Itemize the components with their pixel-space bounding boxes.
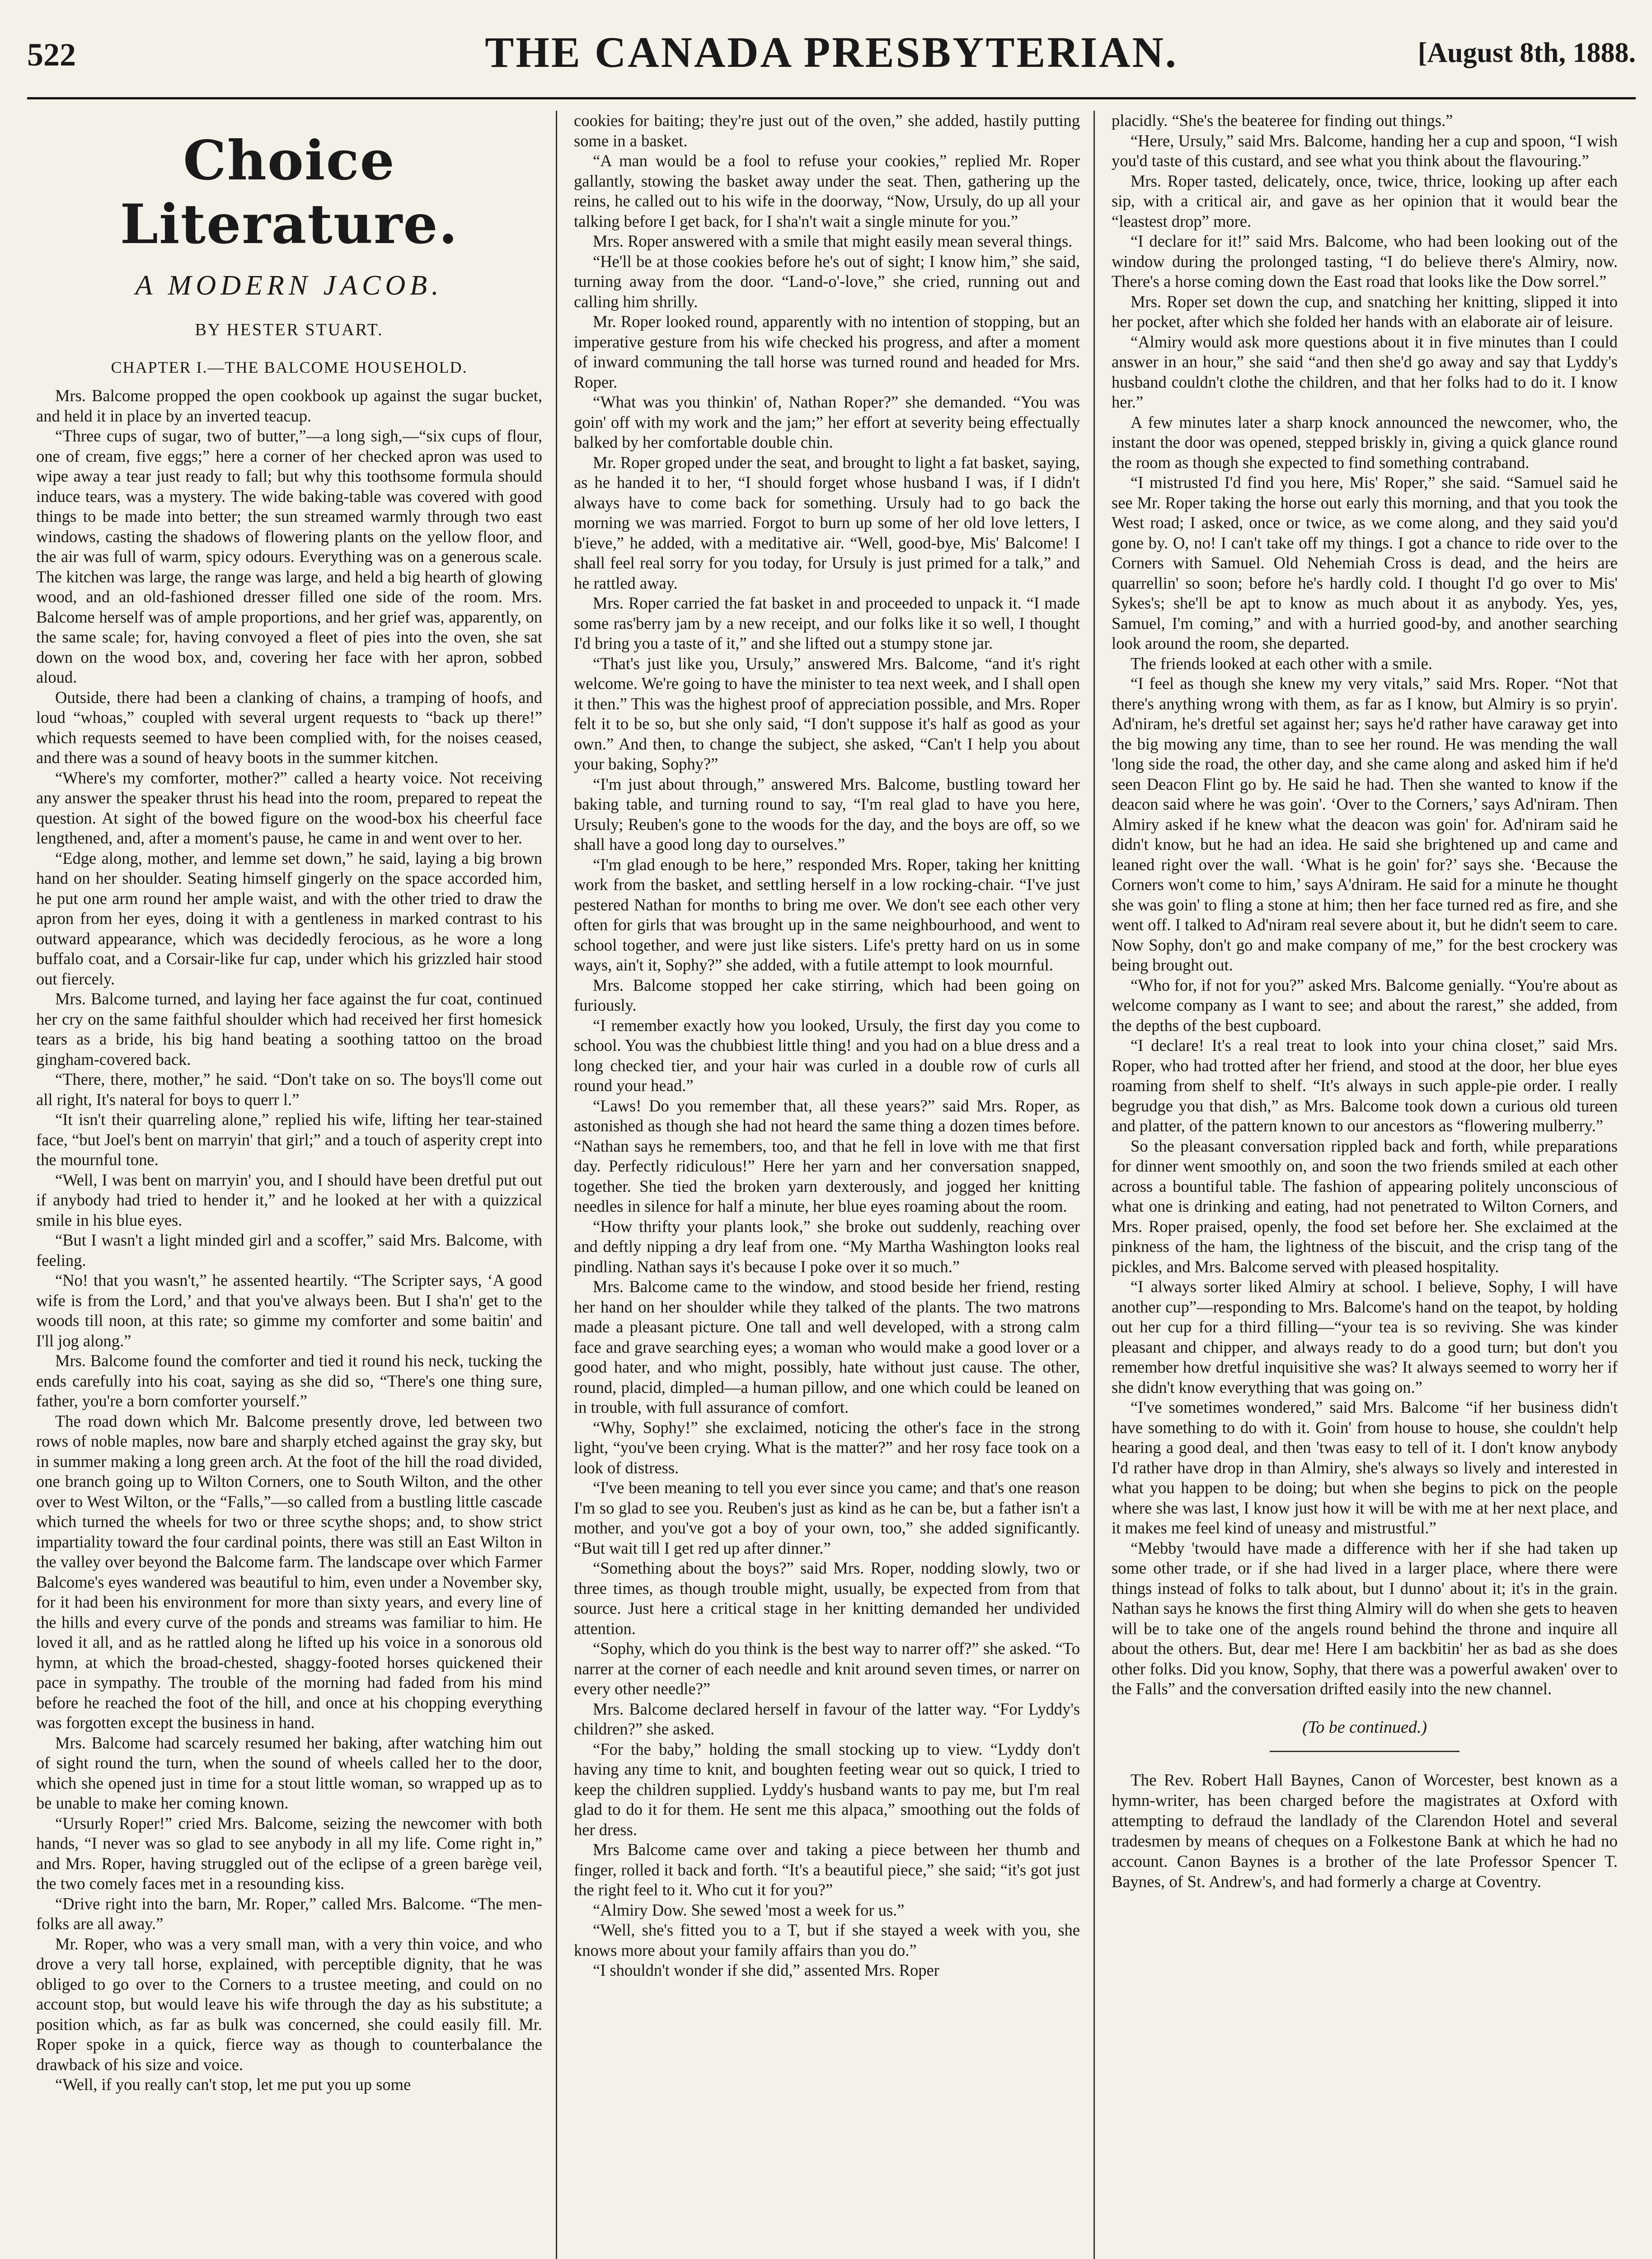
story-paragraph: “I feel as though she knew my very vitals,” said Mrs. Roper. “Not that there's anything wrong with them, as far as I know, but Almiry is so pryin'. Ad'niram, he's dretful set against her; says he'd rather have caraway get into the big mowing any time, than to see her round. He was mending the wall 'long side the road, the other day, and she came along and asked him if he'd seen Deacon Flint go by. He said he had. Then she wanted to know if the deacon said where he was goin'. ‘Over to the Corners,’ says Ad'niram. Then Almiry asked if he knew what the deacon was goin' for. Ad'niram said he didn't know, but he had an idea. He said she brightened up and came and leaned right over the wall. ‘What is he goin' for?’ says she. ‘Because the Corners won't come to him,’ says A'dniram. He said for a minute he thought she was goin' to fling a stone at him; then her face turned red as fire, and she went off. I talked to Ad'niram real severe about it, but he didn't seem to care. Now Sophy, don't go and make company of me,” for the best crockery was being brought out. xyxy=(1112,674,1618,974)
story-paragraph: “What was you thinkin' of, Nathan Roper?” she demanded. “You was goin' off with my work and the jam;” her effort at severity being effectually balked by her comfortable double chin. xyxy=(574,393,1080,451)
story-paragraph: “It isn't their quarreling alone,” replied his wife, lifting her tear-stained face, “but Joel's bent on marryin' that girl;” and a touch of asperity crept into the mournful tone. xyxy=(36,1110,542,1169)
column-divider xyxy=(1094,111,1095,2259)
story-paragraph: “I'm glad enough to be here,” responded Mrs. Roper, taking her knitting work from the basket, and settling herself in a low rocking-chair. “I've just pestered Nathan for months to bring me over. We don't see each other very often for girls that was brought up in the same neighbourhood, and went to school together, and were just like sisters. Life's pretty hard on us in some ways, ain't it, Sophy?” she added, with a futile attempt to look mournful. xyxy=(574,855,1080,974)
story-paragraph: “I've been meaning to tell you ever since you came; and that's one reason I'm so glad to see you. Reuben's just as kind as he can be, but a father isn't a mother, and you've got a boy of your own, too,” she added significantly. “But wait till I get red up after dinner.” xyxy=(574,1478,1080,1557)
story-paragraph: “Where's my comforter, mother?” called a hearty voice. Not receiving any answer the speaker thrust his head into the room, prepared to repeat the question. At sight of the bowed figure on the wood-box his cheerful face lengthened, and, after a moment's pause, he came in and went over to her. xyxy=(36,768,542,847)
story-paragraph: Mrs. Roper answered with a smile that might easily mean several things. xyxy=(593,232,1073,250)
story-paragraph: Mr. Roper looked round, apparently with no intention of stopping, but an imperative gesture from his wife checked his progress, and after a moment of inward communing the tall horse was turned round and headed for Mrs. Roper. xyxy=(574,312,1080,391)
story-paragraph: cookies for baiting; they're just out of the oven,” she added, hastily putting some in a basket. xyxy=(574,111,1080,150)
story-paragraph: “Edge along, mother, and lemme set down,” he said, laying a big brown hand on her shoulder. Seating himself gingerly on the space accorded him, he put one arm round her ample waist, and with the other tried to draw the apron from her eyes, doing it with a gentleness in marked contrast to his outward appearance, which was decidedly ferocious, as he wore a long buffalo coat, and a Corsair-like fur cap, under which his grizzled hair stood out fiercely. xyxy=(36,848,542,988)
story-paragraph: Mr. Roper groped under the seat, and brought to light a fat basket, saying, as he handed it to her, “I should forget whose husband I was, if I didn't always have to come back for something. Ursuly had to go back the morning we was married. Forgot to burn up some of her old love letters, I b'ieve,” he added, with a meditative air. “Well, good-bye, Mis' Balcome! I shall feel real sorry for you today, for Ursuly is just primed for a talk,” and he rattled away. xyxy=(574,453,1080,592)
masthead xyxy=(27,27,1636,86)
story-paragraph: “I'm just about through,” answered Mrs. Balcome, bustling toward her baking table, and turning round to say, “I'm real glad to have you here, Ursuly; Reuben's gone to the woods for the day, and the boys are off, so we shall have a good long day to ourselves.” xyxy=(574,774,1080,853)
story-paragraph: “He'll be at those cookies before he's out of sight; I know him,” she said, turning away from the door. “Land-o'-love,” she cried, running out and calling him shrilly. xyxy=(574,252,1080,311)
story-paragraph: “Well, I was bent on marryin' you, and I should have been dretful put out if anybody had tried to hender it,” and he looked at her with a quizzical smile in his blue eyes. xyxy=(36,1170,542,1229)
story-paragraph: “Who for, if not for you?” asked Mrs. Balcome genially. “You're about as welcome company as I want to see; and about the rarest,” she added, from the depths of the best cupboard. xyxy=(1112,975,1618,1035)
story-paragraph: Mrs. Roper set down the cup, and snatching her knitting, slipped it into her pocket, after which she folded her hands with an elaborate air of leisure. xyxy=(1112,292,1618,331)
column-1-body xyxy=(36,386,542,2095)
story-paragraph: “Almiry Dow. She sewed 'most a week for us.” xyxy=(593,1900,905,1919)
story-paragraph: placidly. “She's the beateree for finding out things.” xyxy=(1112,111,1453,130)
story-paragraph: A few minutes later a sharp knock announced the newcomer, who, the instant the door was opened, stepped briskly in, giving a quick glance round the room as though she expected to find something contraband. xyxy=(1112,412,1618,472)
story-paragraph: “I declare! It's a real treat to look into your china closet,” said Mrs. Roper, who had trotted after her friend, and stood at the door, her blue eyes roaming from shelf to shelf. “It's always in such apple-pie order. I really begrudge you that dish,” as Mrs. Balcome took down a curious old tureen and platter, of the pattern known to our ancestors as “flowering mulberry.” xyxy=(1112,1036,1618,1135)
story-paragraph: “How thrifty your plants look,” she broke out suddenly, reaching over and deftly nipping a dry leaf from one. “My Martha Washington looks real pindling. Nathan says it's because I poke over it so much.” xyxy=(574,1217,1080,1276)
story-paragraph: “I mistrusted I'd find you here, Mis' Roper,” she said. “Samuel said he see Mr. Roper taking the horse out early this morning, and that you took the West road; I asked, once or twice, as we come along, and they said you'd gone by. O, no! I can't take off my things. I got a chance to ride over to the Corners with Samuel. Old Nehemiah Cross is dead, and the heirs are quarrellin' so soon; before he's hardly cold. I thought I'd go over to Mis' Sykes's; she'll be apt to know as much about it as anybody. Yes, yes, Samuel, I'm coming,” and with a hurried good-by, and another searching look around the room, she departed. xyxy=(1112,473,1618,652)
issue-date: [August 8th, 1888. xyxy=(1417,37,1636,68)
story-paragraph: Mrs. Roper tasted, delicately, once, twice, thrice, looking up after each sip, with a critical air, and gave as her opinion that it would bear the “leastest drop” more. xyxy=(1112,171,1618,230)
story-paragraph: Outside, there had been a clanking of chains, a tramping of hoofs, and loud “whoas,” coupled with several urgent requests to “back up there!” which requests seemed to have been complied with, for the noises ceased, and there was a sound of heavy boots in the summer kitchen. xyxy=(36,688,542,767)
story-paragraph: Mrs. Balcome came to the window, and stood beside her friend, resting her hand on her shoulder while they talked of the plants. The two matrons made a pleasant picture. One tall and well developed, with a strong calm face and grave searching eyes; a woman who would make a good lover or a good hater, and who might, possibly, hate without just cause. The other, round, placid, dimpled—a human pillow, and one which could be leaned on in trouble, with full assurance of comfort. xyxy=(574,1277,1080,1416)
page-number: 522 xyxy=(27,37,76,73)
story-paragraph: “I've sometimes wondered,” said Mrs. Balcome “if her business didn't have something to do with it. Goin' from house to house, she couldn't help hearing a good deal, and then 'twas easy to tell of it. I don't know anybody I'd rather have drop in than Almiry, she's always so lively and interested in what you happen to be doing; but when she begins to pick on the people where she was last, I know just how it will be with me at her next place, and it makes me feel kind of uneasy and mistrustful.” xyxy=(1112,1398,1618,1537)
story-byline: BY HESTER STUART. xyxy=(195,320,384,339)
story-paragraph: The friends looked at each other with a smile. xyxy=(1131,654,1432,673)
story-paragraph: “But I wasn't a light minded girl and a scoffer,” said Mrs. Balcome, with feeling. xyxy=(36,1231,542,1270)
column-2-body xyxy=(574,111,1080,1981)
story-paragraph: “I shouldn't wonder if she did,” assented Mrs. Roper xyxy=(593,1961,939,1979)
story-paragraph: “I always sorter liked Almiry at school. I believe, Sophy, I will have another cup”—responding to Mrs. Balcome's hand on the teapot, by holding out her cup for a third filling—“your tea is so reviving. She was kinder pleasant and chipper, and always ready to do a good turn; but don't you remember how dretful inquisitive she was? It always seemed to worry her if she didn't know everything that was going on.” xyxy=(1112,1277,1618,1397)
column-2 xyxy=(574,111,1080,2259)
story-paragraph: “Something about the boys?” said Mrs. Roper, nodding slowly, two or three times, as though trouble might, usually, be expected from from that source. Just here a critical stage in her knitting demanded her undivided attention. xyxy=(574,1559,1080,1638)
story-paragraph: Mrs Balcome came over and taking a piece between her thumb and finger, rolled it back and forth. “It's a beautiful piece,” she said; “it's got just the right feel to it. Who cut it for you?” xyxy=(574,1840,1080,1899)
story-paragraph: “Three cups of sugar, two of butter,”—a long sigh,—“six cups of flour, one of cream, five eggs;” here a corner of her checked apron was used to wipe away a tear just ready to fall; but why this toothsome formula should induce tears, was a mystery. The wide baking-table was covered with good things to be made into better; the sun streamed warmly through two east windows, casting the shadows of flowering plants on the yellow floor, and the air was full of warm, spicy odours. Everything was on a generous scale. The kitchen was large, the range was large, and held a big hearth of glowing wood, and an old-fashioned dresser filled one side of the room. Mrs. Balcome herself was of ample proportions, and her grief was, apparently, on the same scale; for, having convoyed a fleet of pies into the oven, she sat down on the wood box, and, covering her face with her apron, sobbed aloud. xyxy=(36,426,542,686)
story-paragraph: Mrs. Balcome declared herself in favour of the latter way. “For Lyddy's children?” she asked. xyxy=(574,1699,1080,1738)
story-paragraph: “Mebby 'twould have made a difference with her if she had taken up some other trade, or if she had lived in a larger place, where there were things instead of folks to talk about, but I dunno' about it; it's in the grain. Nathan says he knows the first thing Almiry will do when she gets to heaven will be to take one of the angels round behind the throne and inquire all about the others. But, dear me! Here I am backbitin' her as bad as she does other folks. Did you know, Sophy, that there was a powerful awaken' over to the Falls” and the conversation drifted easily into the new channel. xyxy=(1112,1538,1618,1698)
story-title: A MODERN JACOB. xyxy=(135,270,443,301)
story-paragraph: “Drive right into the barn, Mr. Roper,” called Mrs. Balcome. “The men-folks are all away.” xyxy=(36,1894,542,1933)
story-paragraph: The road down which Mr. Balcome presently drove, led between two rows of noble maples, now bare and sharply etched against the gray sky, but in summer making a long green arch. At the foot of the hill the road divided, one branch going up to Wilton Corners, one to South Wilton, and the other over to West Wilton, or the “Falls,”—so called from a bustling little cascade which turned the wheels for two or three scythe shops; and, to show strict impartiality toward the four cardinal points, there was still an East Wilton in the valley over beyond the Balcome farm. The landscape over which Farmer Balcome's eyes wandered was beautiful to him, even under a November sky, for it had been his environment for more than sixty years, and every line of the hills and every curve of the ponds and streams was familiar to him. He loved it all, and as he rattled along he lifted up his voice in a sonorous old hymn, at which the broad-chested, shaggy-footed horses quickened their pace in sympathy. The trouble of the morning had faded from his mind before he reached the foot of the hill, and once at his chopping everything was forgotten except the business in hand. xyxy=(36,1411,542,1732)
story-paragraph: “Why, Sophy!” she exclaimed, noticing the other's face in the strong light, “you've been crying. What is the matter?” and her rosy face took on a look of distress. xyxy=(574,1418,1080,1477)
story-paragraph: “I remember exactly how you looked, Ursuly, the first day you come to school. You was the chubbiest little thing! and you had on a blue dress and a long checked tier, and your hair was curled in a double row of curls all round your head.” xyxy=(574,1016,1080,1095)
column-1 xyxy=(36,111,542,2259)
news-note: The Rev. Robert Hall Baynes, Canon of Worcester, best known as a hymn-writer, has been charged before the magistrates at Oxford with attempting to defraud the landlady of the Clarendon Hotel and several tradesmen by means of cheques on a Folkestone Bank at which he had no account. Canon Baynes is a brother of the late Professor Spencer T. Baynes, of St. Andrew's, and had formerly a charge at Coventry. xyxy=(1112,1771,1618,1891)
story-paragraph: “Sophy, which do you think is the best way to narrer off?” she asked. “To narrer at the corner of each needle and knit around seven times, or narrer on every other needle?” xyxy=(574,1639,1080,1698)
story-paragraph: “I declare for it!” said Mrs. Balcome, who had been looking out of the window during the prolonged tasting, “I do believe there's Almiry, now. There's a horse coming down the East road that looks like the Dow sorrel.” xyxy=(1112,232,1618,291)
story-paragraph: “Laws! Do you remember that, all these years?” said Mrs. Roper, as astonished as though she had not heard the same thing a dozen times before. “Nathan says he remembers, too, and that he fell in love with me that first day. Perfectly ridiculous!” Here her yarn and her conversation snapped, together. She tied the broken yarn dexterously, and jogged her knitting needles in silence for half a minute, her blue eyes roaming about the room. xyxy=(574,1096,1080,1215)
section-divider xyxy=(1270,1751,1460,1752)
story-paragraph: “Well, she's fitted you to a T, but if she stayed a week with you, she knows more about your family affairs than you do.” xyxy=(574,1921,1080,1959)
masthead-rule xyxy=(27,97,1636,99)
story-paragraph: “There, there, mother,” he said. “Don't take on so. The boys'll come out all right, It's nateral for boys to querr l.” xyxy=(36,1070,542,1109)
story-paragraph: Mrs. Balcome propped the open cookbook up against the sugar bucket, and held it in place by an inverted teacup. xyxy=(36,386,542,425)
story-paragraph: Mrs. Balcome had scarcely resumed her baking, after watching him out of sight round the turn, when the sound of wheels called her to the door, which she opened just in time for a stout little woman, so wrapped up as to be unable to make her coming known. xyxy=(36,1733,542,1812)
story-paragraph: “Almiry would ask more questions about it in five minutes than I could answer in an hour,” she said “and then she'd go away and say that Lyddy's husband couldn't clothe the children, and that her folks had to do it. I know her.” xyxy=(1112,332,1618,411)
story-paragraph: So the pleasant conversation rippled back and forth, while preparations for dinner went smoothly on, and soon the two friends smiled at each other across a bountiful table. The fashion of appearing politely unconscious of what one is drinking and eating, had not penetrated to Wilton Corners, and Mrs. Roper praised, openly, the food set before her. She exclaimed at the pinkness of the ham, the lightness of the biscuit, and the crisp tang of the pickles, and Mrs. Balcome served with pleased hospitality. xyxy=(1112,1136,1618,1276)
story-paragraph: Mrs. Balcome turned, and laying her face against the fur coat, continued her cry on the same faithful shoulder which had received her first homesick tears as a bride, his big hand beating a soothing tattoo on the broad gingham-covered back. xyxy=(36,989,542,1069)
continued-notice: (To be continued.) xyxy=(1302,1717,1427,1737)
story-paragraph: “For the baby,” holding the small stocking up to view. “Lyddy don't having any time to knit, and boughten feeting wear out so quick, I tried to keep the children supplied. Lyddy's husband wants to pay me, but I'm real glad to do it for them. He sent me this alpaca,” smoothing out the folds of her dress. xyxy=(574,1739,1080,1839)
section-heading: Choice Literature. xyxy=(120,129,459,256)
chapter-heading: CHAPTER I.—THE BALCOME HOUSEHOLD. xyxy=(111,358,468,376)
story-paragraph: “Here, Ursuly,” said Mrs. Balcome, handing her a cup and spoon, “I wish you'd taste of this custard, and see what you think about the flavouring.” xyxy=(1112,131,1618,170)
story-paragraph: “No! that you wasn't,” he assented heartily. “The Scripter says, ‘A good wife is from the Lord,’ and that you've always been. But I sha'n' get to the woods till noon, at this rate; so gimme my comforter and some baitin' and I'll jog along.” xyxy=(36,1271,542,1350)
column-3 xyxy=(1112,111,1618,2259)
newspaper-title: THE CANADA PRESBYTERIAN. xyxy=(485,28,1178,76)
story-paragraph: “Well, if you really can't stop, let me put you up some xyxy=(55,2075,411,2094)
column-divider xyxy=(556,111,557,2259)
story-paragraph: “That's just like you, Ursuly,” answered Mrs. Balcome, “and it's right welcome. We're going to have the minister to tea next week, and I shall open it then.” This was the highest proof of appreciation possible, and Mrs. Roper felt it to be so, but she only said, “I don't suppose it's half as good as your own.” And then, to change the subject, she asked, “Can't I help you about your baking, Sophy?” xyxy=(574,654,1080,773)
story-paragraph: Mrs. Balcome stopped her cake stirring, which had been going on furiously. xyxy=(574,975,1080,1014)
story-paragraph: Mr. Roper, who was a very small man, with a very thin voice, and who drove a very tall horse, explained, with perceptible dignity, that he was obliged to go over to the Corners to a trustee meeting, and could on no account stop, but would leave his wife through the day as his substitute; a position which, as far as bulk was concerned, she could easily fill. Mr. Roper spoke in a quick, fierce way as though to counterbalance the drawback of his size and voice. xyxy=(36,1934,542,2074)
story-paragraph: Mrs. Roper carried the fat basket in and proceeded to unpack it. “I made some ras'berry jam by a new receipt, and our folks like it so well, I thought I'd bring you a taste of it,” and she lifted out a stumpy stone jar. xyxy=(574,594,1080,652)
story-paragraph: “Ursurly Roper!” cried Mrs. Balcome, seizing the newcomer with both hands, “I never was so glad to see anybody in all my life. Come right in,” and Mrs. Roper, having struggled out of the eclipse of a green barège veil, the two comely faces met in a resounding kiss. xyxy=(36,1814,542,1893)
story-paragraph: “A man would be a fool to refuse your cookies,” replied Mr. Roper gallantly, stowing the basket away under the seat. Then, gathering up the reins, he called out to his wife in the doorway, “Now, Ursuly, do up all your talking before I get back, for I sha'n't wait a single minute for you.” xyxy=(574,151,1080,230)
story-paragraph: Mrs. Balcome found the comforter and tied it round his neck, tucking the ends carefully into his coat, saying as she did so, “There's one thing sure, father, you're a born comforter yourself.” xyxy=(36,1351,542,1410)
column-3-body xyxy=(1112,111,1618,1699)
